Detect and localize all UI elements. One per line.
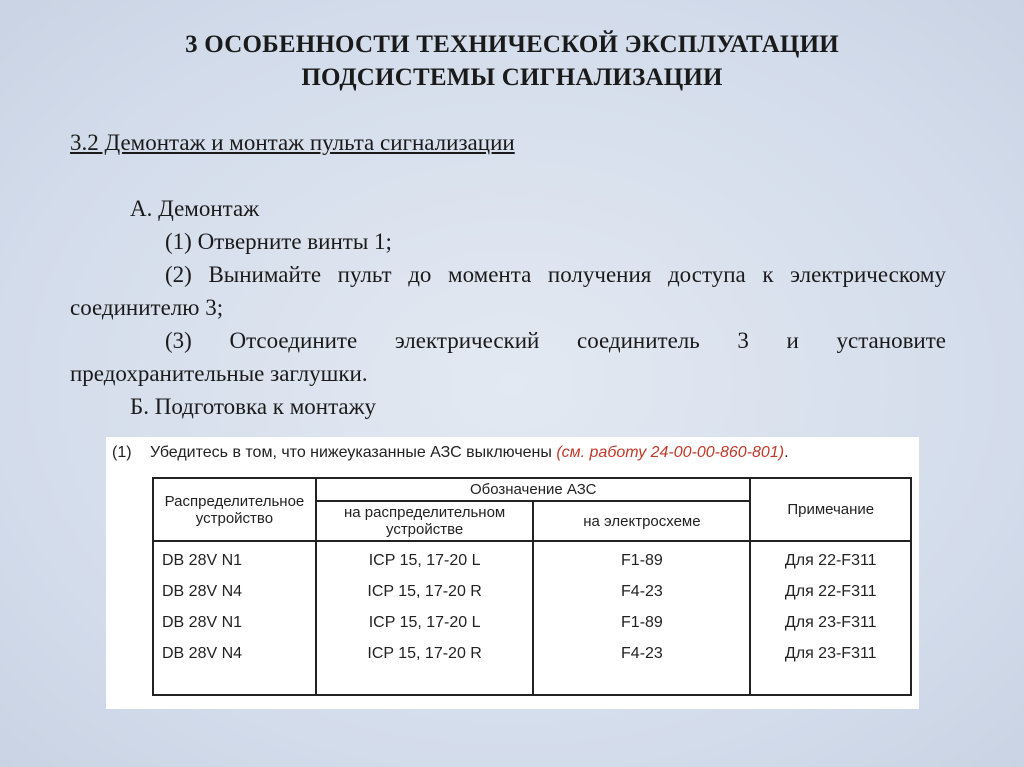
figure-note xyxy=(150,444,789,462)
cell-device: DB 28V N1 xyxy=(153,541,316,576)
cell-note: Для 22-F311 xyxy=(750,576,911,607)
table-row xyxy=(153,541,911,576)
breaker-table xyxy=(152,477,912,696)
cell-note: Для 23-F311 xyxy=(750,607,911,638)
section-heading: 3.2 Демонтаж и монтаж пульта сигнализации xyxy=(70,130,515,155)
cell-on-device: ICP 15, 17-20 R xyxy=(316,638,533,695)
cell-device: DB 28V N4 xyxy=(153,638,316,695)
header-note: Примечание xyxy=(750,478,911,541)
table-row xyxy=(153,638,911,695)
table-row xyxy=(153,607,911,638)
figure-note-end: . xyxy=(784,444,789,461)
figure-step-number: (1) xyxy=(112,444,132,461)
cell-on-scheme: F4-23 xyxy=(533,576,750,607)
table-row xyxy=(153,576,911,607)
header-breaker-designation: Обозначение АЗС xyxy=(316,478,751,501)
header-on-scheme: на электросхеме xyxy=(533,501,750,541)
cell-on-scheme: F1-89 xyxy=(533,541,750,576)
cell-on-scheme: F4-23 xyxy=(533,638,750,695)
cell-on-scheme: F1-89 xyxy=(533,607,750,638)
figure-note-text: Убедитесь в том, что нижеуказанные АЗС выключены xyxy=(150,444,557,461)
figure-panel xyxy=(106,437,919,709)
slide-title-line2: ПОДСИСТЕМЫ СИГНАЛИЗАЦИИ xyxy=(301,64,723,91)
cell-on-device: ICP 15, 17-20 R xyxy=(316,576,533,607)
cell-note: Для 23-F311 xyxy=(750,638,911,695)
demount-step-3: (3) Отсоедините электрический соединитель 3 и установите предохранительные заглушки. xyxy=(70,328,946,386)
slide-title xyxy=(0,28,1024,94)
demount-step-1: (1) Отверните винты 1; xyxy=(165,229,392,254)
cell-note: Для 22-F311 xyxy=(750,541,911,576)
cell-on-device: ICP 15, 17-20 L xyxy=(316,541,533,576)
header-on-device: на распределительном устройстве xyxy=(316,501,533,541)
cell-device: DB 28V N1 xyxy=(153,607,316,638)
figure-note-reference: (см. работу 24-00-00-860-801) xyxy=(556,444,785,461)
demount-heading: А. Демонтаж xyxy=(130,196,260,221)
mount-prep-heading: Б. Подготовка к монтажу xyxy=(130,394,377,419)
cell-on-device: ICP 15, 17-20 L xyxy=(316,607,533,638)
demount-step-2: (2) Вынимайте пульт до момента получения доступа к электрическому соединителю 3; xyxy=(70,262,946,320)
cell-device: DB 28V N4 xyxy=(153,576,316,607)
slide-title-line1: 3 ОСОБЕННОСТИ ТЕХНИЧЕСКОЙ ЭКСПЛУАТАЦИИ xyxy=(185,31,839,58)
header-device: Распределительное устройство xyxy=(153,478,316,541)
